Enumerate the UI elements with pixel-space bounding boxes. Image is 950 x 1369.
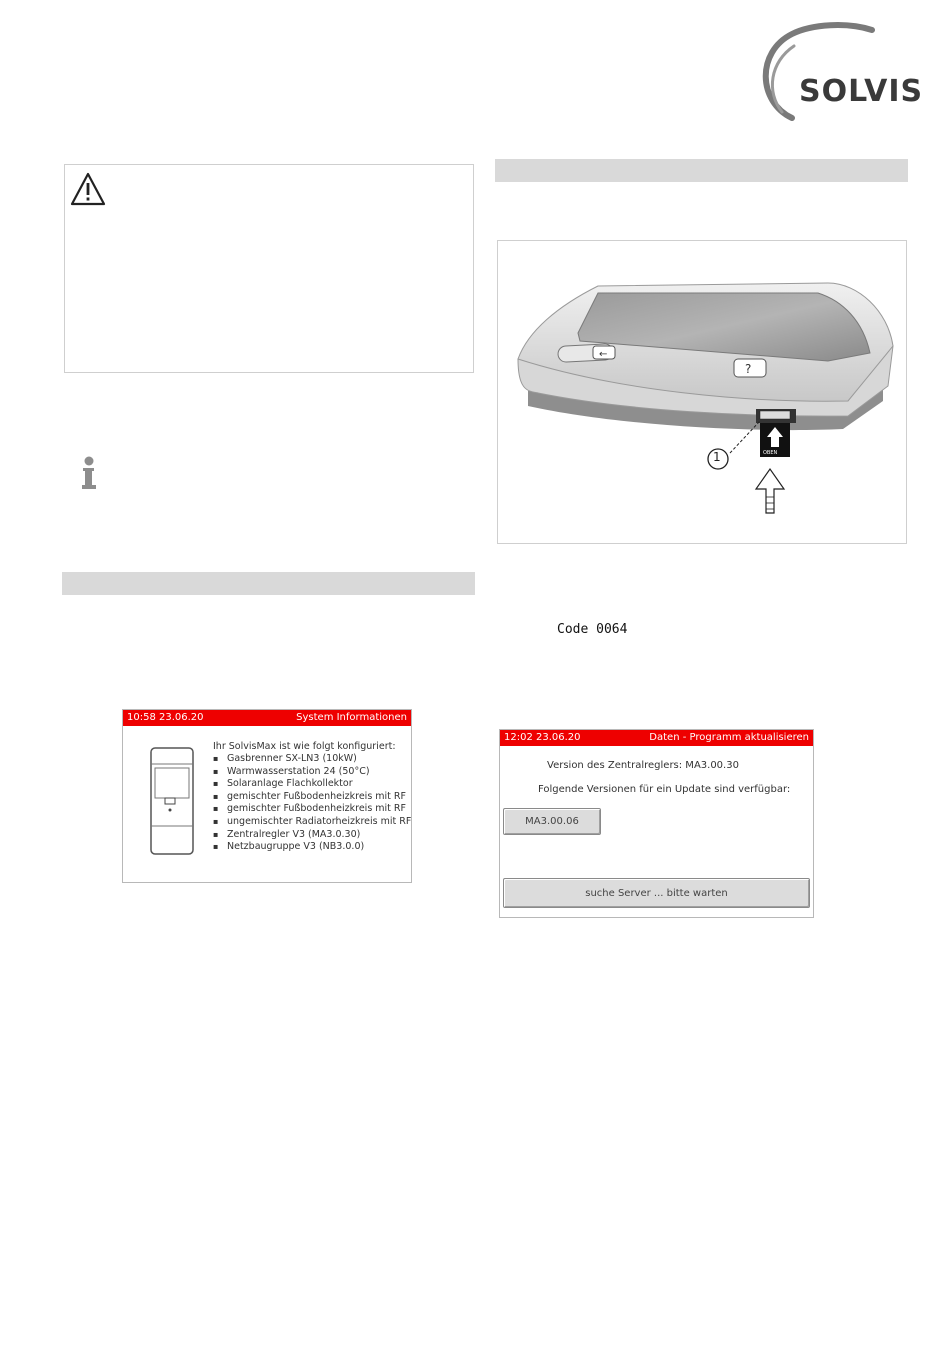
screen-header [500,730,813,746]
warning-triangle-icon [69,171,107,212]
screen-time: 12:02 23.06.20 [504,732,581,743]
storage-unit-icon [149,746,195,856]
list-item: ▪ Zentralregler V3 (MA3.0.30) [213,829,411,842]
config-list [213,753,411,854]
list-item: ▪ Warmwasserstation 24 (50°C) [213,766,411,779]
version-text: Version des Zentralreglers: MA3.00.30 [547,760,739,771]
info-icon [80,456,98,495]
update-screen [499,729,814,918]
callout-number: 1 [713,450,721,464]
section-bar-right [495,159,908,182]
screen-time: 10:58 23.06.20 [127,712,204,723]
device-photo [497,240,907,544]
section-bar-left [62,572,475,595]
logo-text: SOLVIS [799,74,924,109]
status-button[interactable]: suche Server ... bitte warten [503,878,810,908]
config-panel [213,740,411,854]
list-item: ▪ Solaranlage Flachkollektor [213,778,411,791]
list-item: ▪ gemischter Fußbodenheizkreis mit RF [213,803,411,816]
list-item: ▪ gemischter Fußbodenheizkreis mit RF [213,791,411,804]
available-text: Folgende Versionen für ein Update sind verfügbar: [538,784,791,795]
code-text: Code 0064 [557,622,628,637]
warning-box [64,164,474,373]
list-item: ▪ Netzbaugruppe V3 (NB3.0.0) [213,841,411,854]
version-button[interactable]: MA3.00.06 [503,808,601,835]
screen-title: System Informationen [296,712,407,723]
config-intro: Ihr SolvisMax ist wie folgt konfiguriert: [213,741,396,752]
list-item: ▪ Gasbrenner SX-LN3 (10kW) [213,753,411,766]
card-label: OBEN [763,450,778,456]
screen-title: Daten - Programm aktualisieren [649,732,809,743]
screen-header [123,710,411,726]
svg-text:?: ? [745,362,752,376]
svg-text:←: ← [599,349,608,360]
control-unit-illustration [498,241,906,543]
system-info-screen [122,709,412,883]
solvis-logo [752,22,948,122]
list-item: ▪ ungemischter Radiatorheizkreis mit RF [213,816,411,829]
